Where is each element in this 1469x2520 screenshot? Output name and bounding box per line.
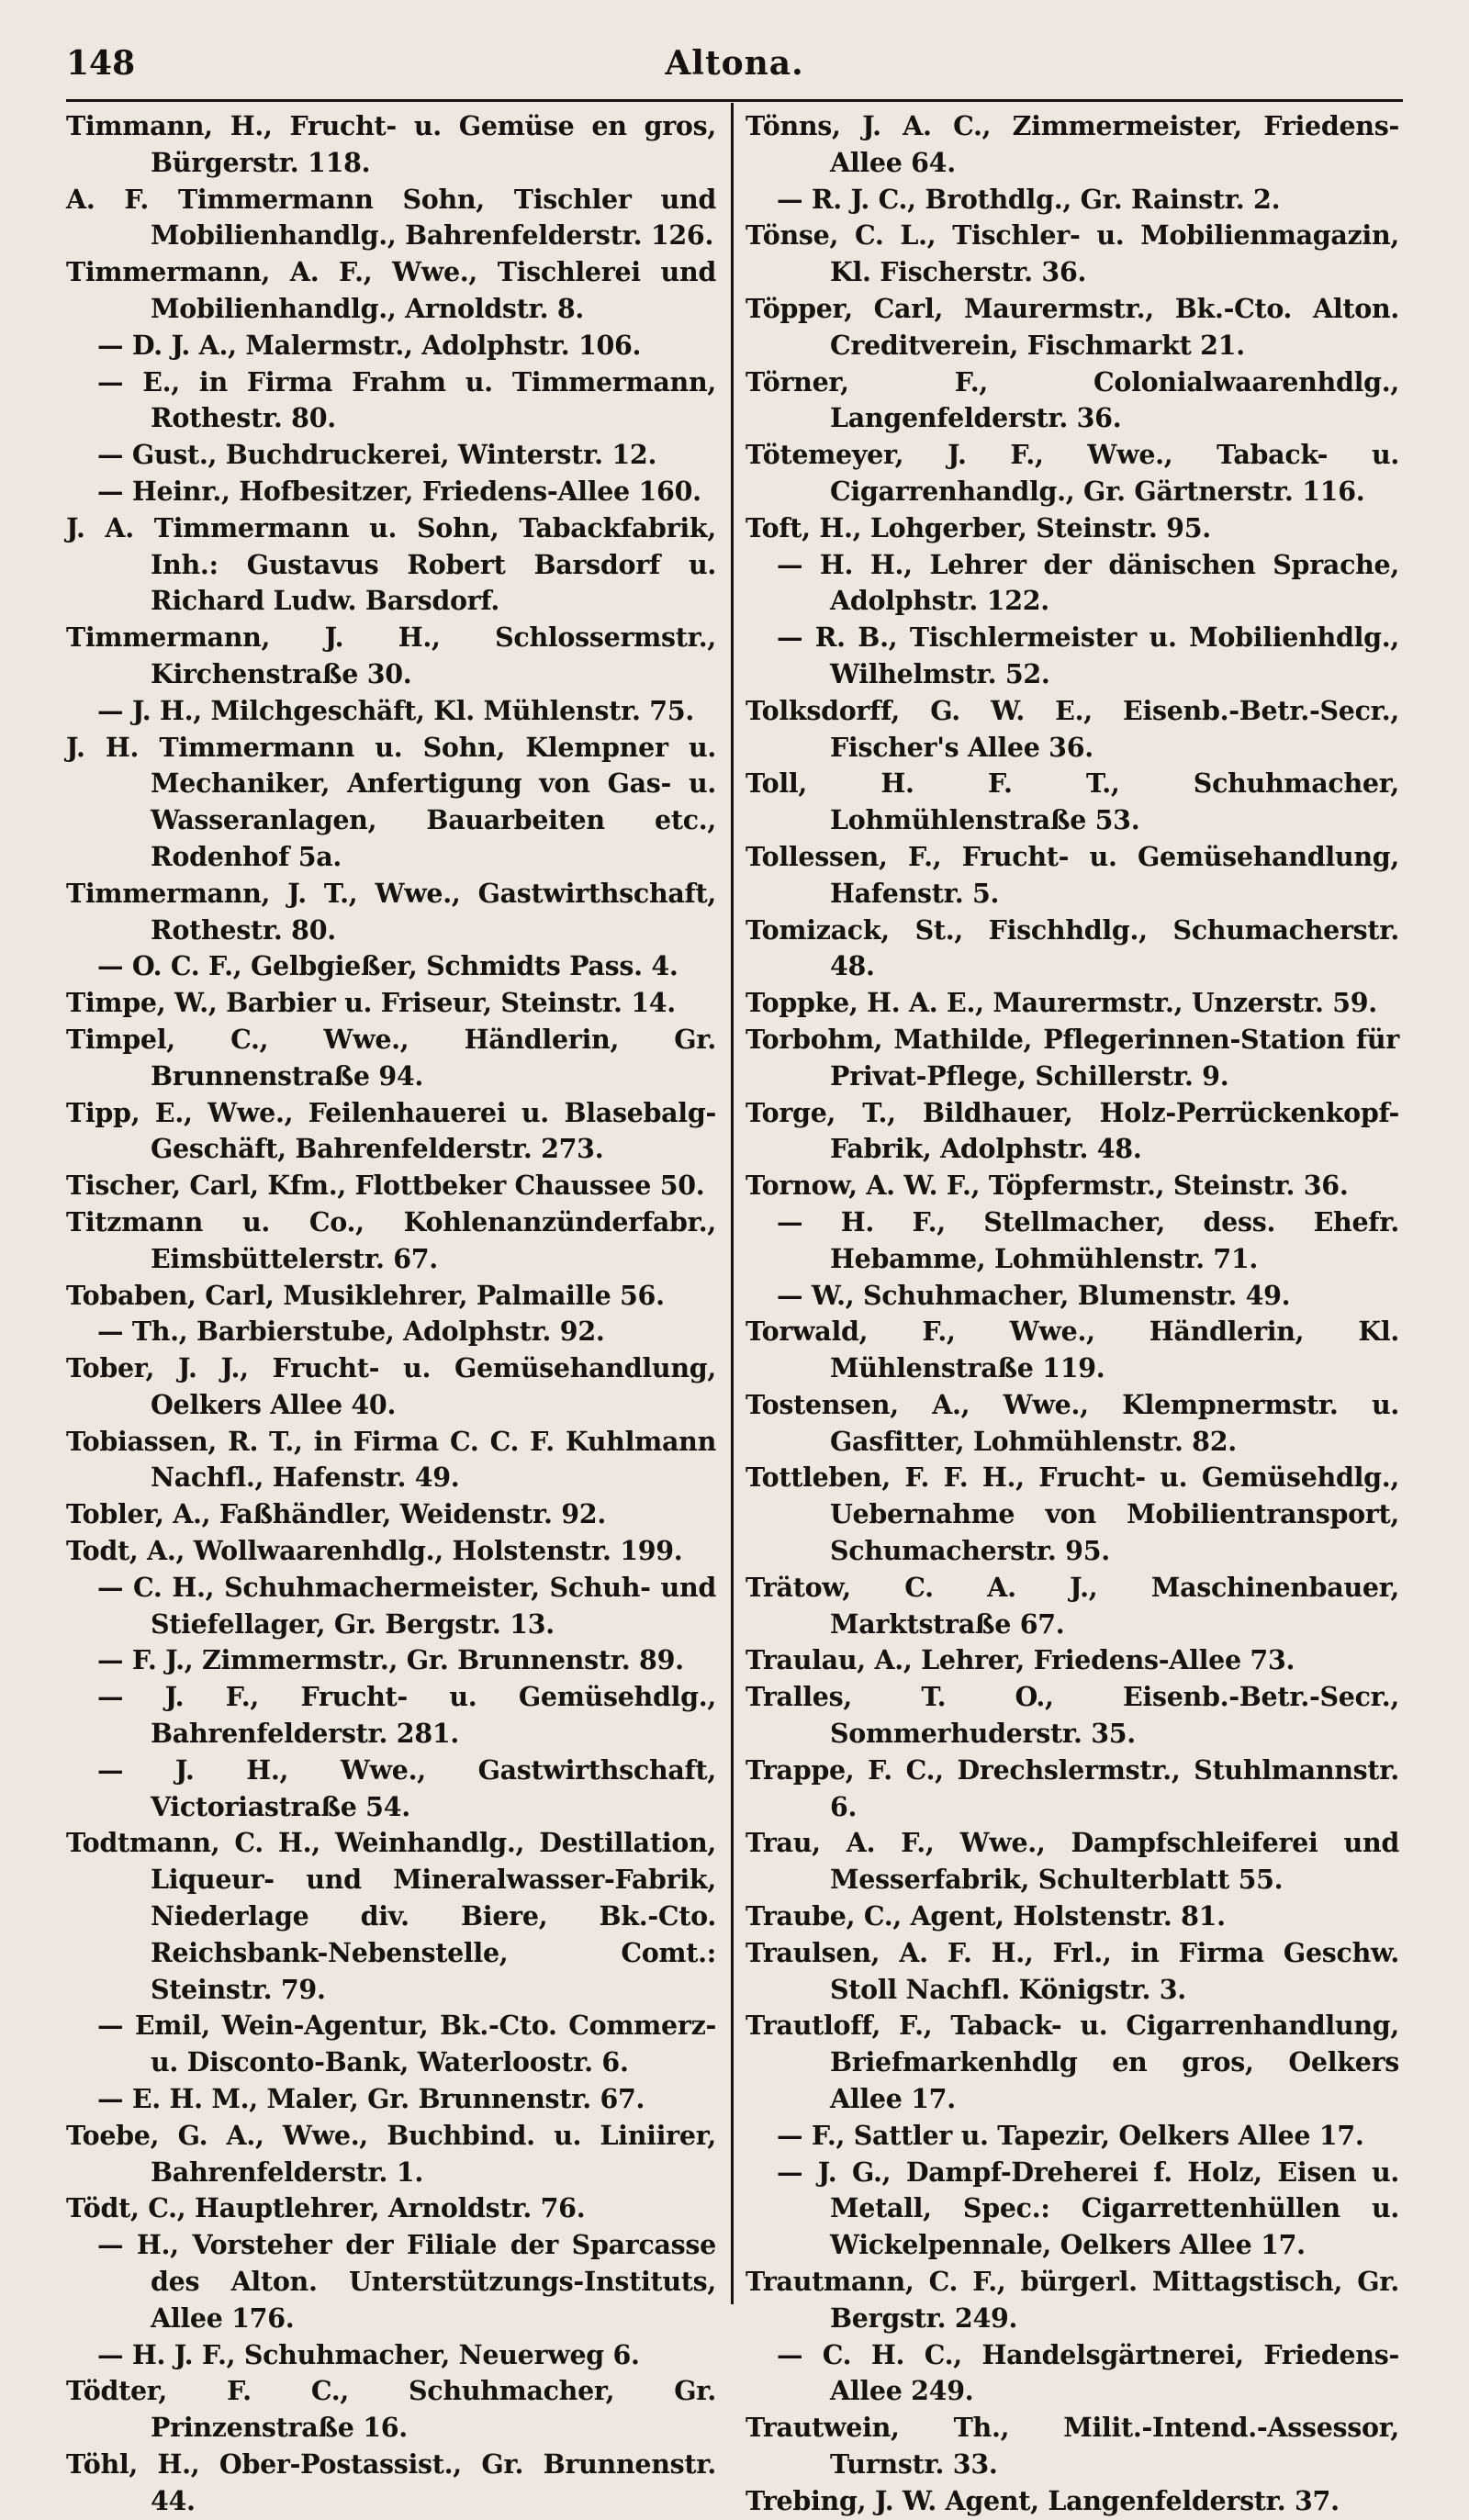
directory-entry: Timpel, C., Wwe., Händlerin, Gr. Brunnenstraße 94.	[66, 1023, 716, 1092]
page-number: 148	[66, 44, 136, 83]
directory-entry: Todtmann, C. H., Weinhandlg., Destillation, Liqueur- und Mineralwasser-Fabrik, Niederlage div. Biere, Bk.-Cto. Reichsbank-Nebenstelle, Comt.: Steinstr. 79.	[66, 1827, 716, 2005]
directory-entry: — H. J. F., Schuhmacher, Neuerweg 6.	[97, 2338, 640, 2370]
running-head: Altona.	[665, 44, 804, 83]
directory-entry: Töpper, Carl, Maurermstr., Bk.-Cto. Alton. Creditverein, Fischmarkt 21.	[746, 292, 1399, 361]
directory-entry: Tönns, J. A. C., Zimmermeister, Friedens-Allee 64.	[746, 110, 1399, 178]
directory-entry: — E. H. M., Maler, Gr. Brunnenstr. 67.	[97, 2083, 645, 2115]
directory-entry: Trautloff, F., Taback- u. Cigarrenhandlung, Briefmarkenhdlg en gros, Oelkers Allee 17.	[746, 2010, 1399, 2115]
directory-entry: Toll, H. F. T., Schuhmacher, Lohmühlenstraße 53.	[746, 767, 1399, 836]
directory-entry: Trebing, J. W. Agent, Langenfelderstr. 37.	[746, 2484, 1340, 2516]
directory-entry: Timmermann, J. T., Wwe., Gastwirthschaft, Rothestr. 80.	[66, 877, 716, 946]
directory-entry: Töhl, H., Ober-Postassist., Gr. Brunnenstr. 44.	[66, 2448, 716, 2516]
directory-entry: Tralles, T. O., Eisenb.-Betr.-Secr., Sommerhuderstr. 35.	[746, 1681, 1399, 1750]
directory-entry: Trappe, F. C., Drechslermstr., Stuhlmannstr. 6.	[746, 1753, 1399, 1822]
directory-entry: — J. H., Wwe., Gastwirthschaft, Victoriastraße 54.	[97, 1753, 716, 1822]
directory-entry: — Emil, Wein-Agentur, Bk.-Cto. Commerz- u. Disconto-Bank, Waterloostr. 6.	[97, 2010, 716, 2078]
left-column	[66, 108, 716, 2520]
directory-entry: — R. J. C., Brothdlg., Gr. Rainstr. 2.	[777, 183, 1281, 215]
directory-entry: Toebe, G. A., Wwe., Buchbind. u. Liniirer, Bahrenfelderstr. 1.	[66, 2119, 716, 2188]
directory-entry: Tolksdorff, G. W. E., Eisenb.-Betr.-Secr., Fischer's Allee 36.	[746, 694, 1399, 763]
directory-entry: — Th., Barbierstube, Adolphstr. 92.	[97, 1316, 605, 1348]
directory-entry: — C. H. C., Handelsgärtnerei, Friedens-Allee 249.	[777, 2338, 1399, 2407]
directory-entry: J. H. Timmermann u. Sohn, Klempner u. Mechaniker, Anfertigung von Gas- u. Wasseranlagen, Bauarbeiten etc., Rodenhof 5a.	[66, 731, 716, 872]
directory-entry: Torbohm, Mathilde, Pflegerinnen-Station für Privat-Pflege, Schillerstr. 9.	[746, 1023, 1399, 1092]
directory-entry: Tostensen, A., Wwe., Klempnermstr. u. Gasfitter, Lohmühlenstr. 82.	[746, 1388, 1399, 1457]
directory-entry: Torge, T., Bildhauer, Holz-Perrückenkopf-Fabrik, Adolphstr. 48.	[746, 1096, 1399, 1165]
directory-entry: Tödter, F. C., Schuhmacher, Gr. Prinzenstraße 16.	[66, 2375, 716, 2444]
directory-entry: — J. F., Frucht- u. Gemüsehdlg., Bahrenfelderstr. 281.	[97, 1681, 716, 1750]
directory-entry: — R. B., Tischlermeister u. Mobilienhdlg., Wilhelmstr. 52.	[777, 622, 1399, 689]
directory-entry: Titzmann u. Co., Kohlenanzünderfabr., Eimsbüttelerstr. 67.	[66, 1205, 716, 1274]
directory-entry: — H., Vorsteher der Filiale der Sparcasse des Alton. Unterstützungs-Instituts, Allee 176.	[97, 2229, 716, 2334]
directory-entry: Tottleben, F. F. H., Frucht- u. Gemüsehdlg., Uebernahme von Mobilientransport, Schumacherstr. 95.	[746, 1462, 1399, 1567]
directory-entry: Tischer, Carl, Kfm., Flottbeker Chaussee 50.	[66, 1170, 705, 1202]
directory-entry: Tollessen, F., Frucht- u. Gemüsehandlung, Hafenstr. 5.	[746, 840, 1399, 909]
directory-entry: Trau, A. F., Wwe., Dampfschleiferei und Messerfabrik, Schulterblatt 55.	[746, 1827, 1399, 1896]
directory-entry: — C. H., Schuhmachermeister, Schuh- und Stiefellager, Gr. Bergstr. 13.	[97, 1571, 716, 1640]
directory-entry: — F., Sattler u. Tapezir, Oelkers Allee 17.	[777, 2119, 1364, 2151]
directory-entry: — W., Schuhmacher, Blumenstr. 49.	[777, 1279, 1291, 1311]
column-divider	[731, 103, 734, 2304]
directory-entry: Törner, F., Colonialwaarenhdlg., Langenfelderstr. 36.	[746, 365, 1399, 434]
directory-entry: Timpe, W., Barbier u. Friseur, Steinstr. 14.	[66, 987, 676, 1019]
directory-entry: — H. H., Lehrer der dänischen Sprache, Adolphstr. 122.	[777, 548, 1399, 617]
directory-entry: Trätow, C. A. J., Maschinenbauer, Marktstraße 67.	[746, 1571, 1399, 1640]
directory-entry: Tomizack, St., Fischhdlg., Schumacherstr. 48.	[746, 913, 1399, 982]
directory-entry: Timmann, H., Frucht- u. Gemüse en gros, Bürgerstr. 118.	[66, 110, 716, 178]
directory-entry: — D. J. A., Malermstr., Adolphstr. 106.	[97, 329, 642, 361]
directory-entry: — Heinr., Hofbesitzer, Friedens-Allee 160.	[97, 475, 701, 507]
directory-entry: — J. G., Dampf-Dreherei f. Holz, Eisen u. Metall, Spec.: Cigarrettenhüllen u. Wickelpennale, Oelkers Allee 17.	[777, 2156, 1399, 2261]
directory-entry: — E., in Firma Frahm u. Timmermann, Rothestr. 80.	[97, 365, 716, 434]
directory-entry: Trautwein, Th., Milit.-Intend.-Assessor, Turnstr. 33.	[746, 2412, 1399, 2480]
directory-entry: Timmermann, A. F., Wwe., Tischlerei und Mobilienhandlg., Arnoldstr. 8.	[66, 256, 716, 324]
directory-entry: — Gust., Buchdruckerei, Winterstr. 12.	[97, 439, 657, 471]
directory-entry: Trautmann, C. F., bürgerl. Mittagstisch, Gr. Bergstr. 249.	[746, 2266, 1399, 2334]
directory-entry: Traube, C., Agent, Holstenstr. 81.	[746, 1900, 1226, 1932]
directory-entry: Toppke, H. A. E., Maurermstr., Unzerstr. 59.	[746, 987, 1377, 1019]
directory-entry: — F. J., Zimmermstr., Gr. Brunnenstr. 89.	[97, 1644, 684, 1676]
directory-entry: Traulsen, A. F. H., Frl., in Firma Geschw. Stoll Nachfl. Königstr. 3.	[746, 1936, 1399, 2005]
directory-entry: — O. C. F., Gelbgießer, Schmidts Pass. 4.	[97, 950, 678, 982]
directory-entry: Tober, J. J., Frucht- u. Gemüsehandlung, Oelkers Allee 40.	[66, 1352, 716, 1420]
directory-entry: — H. F., Stellmacher, dess. Ehefr. Hebamme, Lohmühlenstr. 71.	[777, 1205, 1399, 1274]
directory-entry: Tobaben, Carl, Musiklehrer, Palmaille 56.	[66, 1279, 665, 1311]
directory-entry: Tobiassen, R. T., in Firma C. C. F. Kuhlmann Nachfl., Hafenstr. 49.	[66, 1425, 716, 1494]
directory-entry: Timmermann, J. H., Schlossermstr., Kirchenstraße 30.	[66, 622, 716, 689]
directory-entry: Tötemeyer, J. F., Wwe., Taback- u. Cigarrenhandlg., Gr. Gärtnerstr. 116.	[746, 439, 1399, 507]
directory-entry: — J. H., Milchgeschäft, Kl. Mühlenstr. 75.	[97, 694, 694, 726]
directory-entry: Traulau, A., Lehrer, Friedens-Allee 73.	[746, 1644, 1295, 1676]
directory-entry: Torwald, F., Wwe., Händlerin, Kl. Mühlenstraße 119.	[746, 1316, 1399, 1384]
directory-entry: Todt, A., Wollwaarenhdlg., Holstenstr. 199.	[66, 1535, 683, 1567]
directory-entry: Tödt, C., Hauptlehrer, Arnoldstr. 76.	[66, 2192, 586, 2224]
directory-entry: J. A. Timmermann u. Sohn, Tabackfabrik, Inh.: Gustavus Robert Barsdorf u. Richard Ludw. Barsdorf.	[66, 511, 716, 617]
directory-entry: Tönse, C. L., Tischler- u. Mobilienmagazin, Kl. Fischerstr. 36.	[746, 219, 1399, 288]
header-rule	[66, 99, 1403, 102]
right-column	[746, 108, 1399, 2520]
page-header	[66, 44, 1403, 90]
directory-entry: Tobler, A., Faßhändler, Weidenstr. 92.	[66, 1498, 606, 1530]
directory-entry: Tipp, E., Wwe., Feilenhauerei u. Blasebalg-Geschäft, Bahrenfelderstr. 273.	[66, 1096, 716, 1165]
directory-entry: Toft, H., Lohgerber, Steinstr. 95.	[746, 511, 1211, 543]
directory-entry: A. F. Timmermann Sohn, Tischler und Mobilienhandlg., Bahrenfelderstr. 126.	[66, 183, 716, 252]
directory-entry: Tornow, A. W. F., Töpfermstr., Steinstr. 36.	[746, 1170, 1349, 1202]
